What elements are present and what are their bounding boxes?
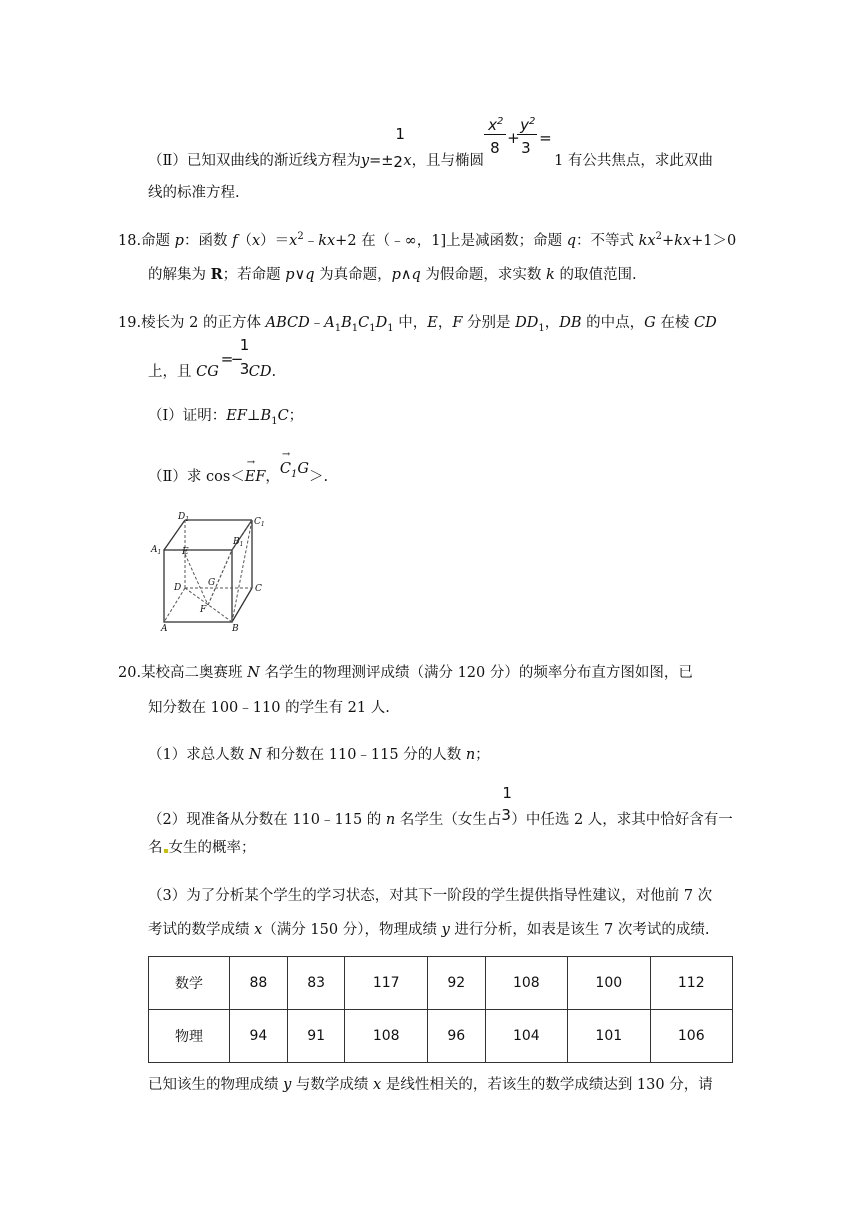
table-cell: 112 bbox=[650, 957, 732, 1010]
edge-da bbox=[164, 588, 185, 622]
q19-line1: 19.棱长为 2 的正方体 $ABCD﹣A_1B_1C_1D_1$ 中，E，F 分别是 $DD_1$，DB 的中点，G 在棱 CD bbox=[118, 315, 717, 334]
q20-line2: 知分数在 100﹣110 的学生有 21 人. bbox=[148, 700, 390, 716]
table-cell: 91 bbox=[287, 1010, 345, 1063]
q20-part3-line2: 考试的数学成绩 x（满分 150 分），物理成绩 y 进行分析，如表是该生 7 次考试的成绩. bbox=[148, 922, 710, 938]
label-g: G bbox=[208, 578, 216, 588]
yellow-mark bbox=[164, 849, 168, 853]
q19-part1: （Ⅰ）证明：$EF\perp B_1C$； bbox=[148, 408, 304, 427]
q19-line2: 上，且 CG = − 1 3 CD. bbox=[148, 336, 277, 380]
table-cell: 108 bbox=[485, 957, 567, 1010]
q19-part2: （Ⅱ）求 cos＜→ EF，→ $C_1G>$. bbox=[148, 465, 328, 486]
table-row bbox=[149, 1010, 733, 1063]
table-cell: 94 bbox=[230, 1010, 288, 1063]
label-b1: $B_1$ bbox=[233, 537, 244, 548]
table-cell: 96 bbox=[427, 1010, 485, 1063]
q17-part2-line1: （Ⅱ）已知双曲线的渐近线方程为y=± 1 2 x，且与椭圆 $x^2$ 8 + $y^2$ 3 = 1 有公共焦点，求此双曲 bbox=[148, 116, 713, 171]
c1g-vector: → $C_1G$ bbox=[280, 461, 309, 477]
segment-ef bbox=[185, 554, 208, 605]
table-cell: 92 bbox=[427, 957, 485, 1010]
table-cell: 83 bbox=[287, 957, 345, 1010]
edge-a1d1 bbox=[164, 520, 185, 550]
table-cell: 88 bbox=[230, 957, 288, 1010]
table-cell: 104 bbox=[485, 1010, 567, 1063]
q20-part3-line1: （3）为了分析某个学生的学习状态，对其下一阶段的学生提供指导性建议，对他前 7 次 bbox=[148, 888, 713, 904]
label-d: D bbox=[174, 583, 182, 593]
label-c: C bbox=[255, 584, 262, 594]
label-d1: $D_1$ bbox=[178, 512, 190, 523]
table-cell: 101 bbox=[568, 1010, 650, 1063]
table-cell: 100 bbox=[568, 957, 650, 1010]
q20-line1: 20.某校高二奥赛班 N 名学生的物理测评成绩（满分 120 分）的频率分布直方图如图，已 bbox=[118, 665, 693, 681]
row-label: 数学 bbox=[149, 957, 230, 1010]
cube-figure bbox=[150, 512, 275, 632]
table-cell: 108 bbox=[345, 1010, 427, 1063]
table-row bbox=[149, 957, 733, 1010]
q20-last-line: 已知该生的物理成绩 y 与数学成绩 x 是线性相关的，若该生的数学成绩达到 130 分，请 bbox=[148, 1077, 713, 1093]
one-third-fraction: = − 1 3 bbox=[220, 336, 250, 378]
q18-line2: 的解集为 R；若命题 p∨q 为真命题，p∧q 为假命题，求实数 k 的取值范围. bbox=[148, 266, 637, 283]
label-a: A bbox=[161, 624, 168, 632]
scores-table bbox=[148, 956, 733, 1063]
label-a1: $A_1$ bbox=[151, 545, 162, 556]
label-b: B bbox=[232, 624, 239, 632]
q20-part2-line1: （2）现准备从分数在 110﹣115 的 n 名学生（女生占 1 3 ）中任选 2 人，求其中恰好含有一 bbox=[148, 784, 733, 828]
half-fraction: 1 2 bbox=[393, 125, 405, 171]
table-cell: 117 bbox=[345, 957, 427, 1010]
label-e: E bbox=[182, 547, 189, 557]
ellipse-equation: $x^2$ 8 + $y^2$ 3 = bbox=[484, 147, 554, 165]
table-cell: 106 bbox=[650, 1010, 732, 1063]
q18-line1: 18.命题 p：函数 $f(x)=x^2﹣kx+2$ 在（﹣∞，1]上是减函数；命题 q：不等式 $kx^2+kx+1>0$ bbox=[118, 231, 737, 249]
label-c1: $C_1$ bbox=[254, 517, 265, 528]
label-f: F bbox=[200, 605, 207, 615]
row-label: 物理 bbox=[149, 1010, 230, 1063]
one-third-fraction-2: 1 3 bbox=[501, 784, 512, 824]
q20-part2-line2: 名 女生的概率； bbox=[148, 840, 256, 856]
q17-part2-line2: 线的标准方程. bbox=[148, 185, 240, 201]
q20-part1: （1）求总人数 N 和分数在 110﹣115 分的人数 n； bbox=[148, 747, 490, 763]
